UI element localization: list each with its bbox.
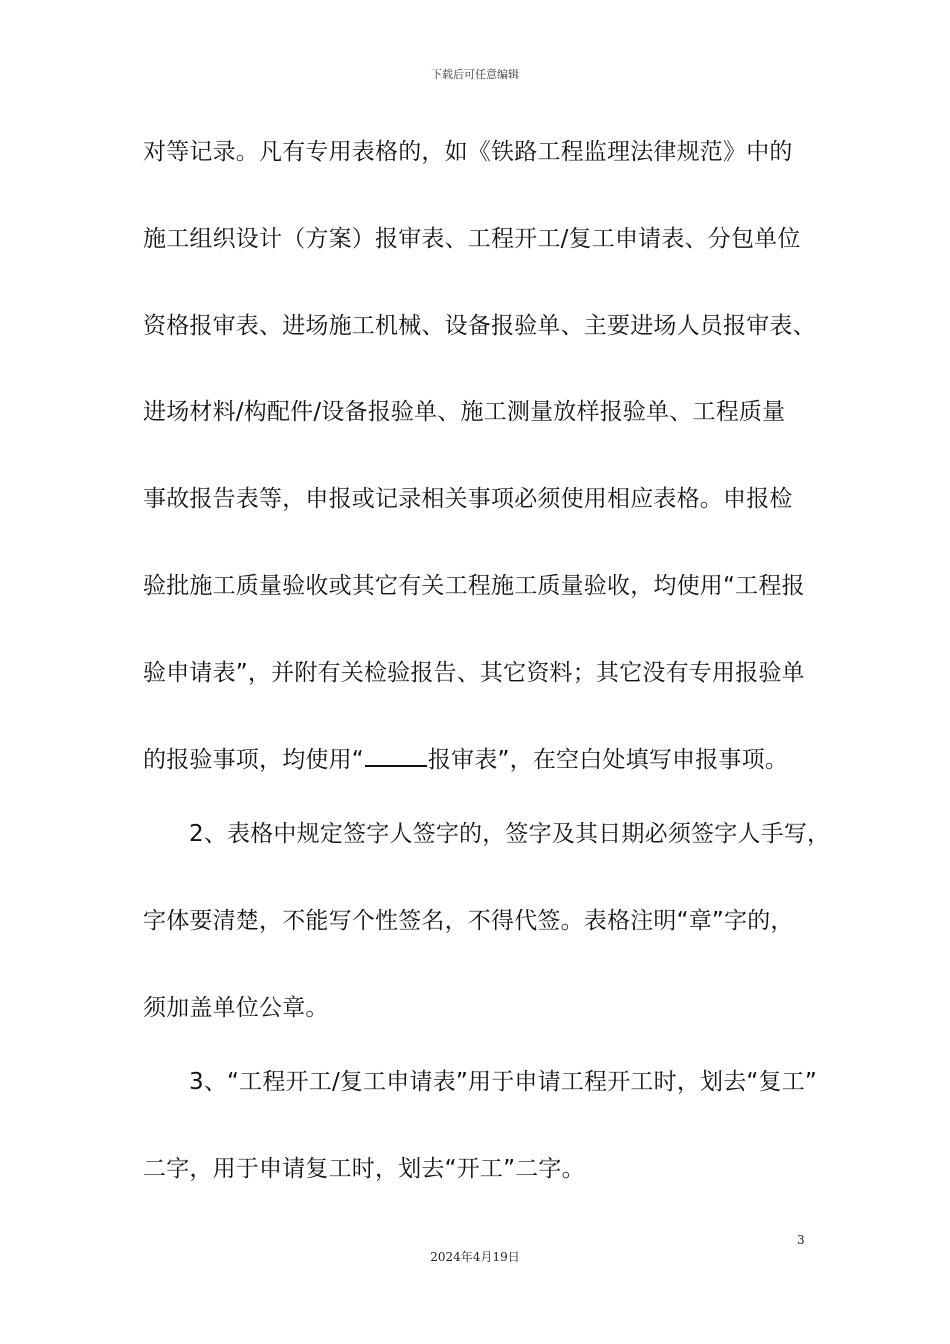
body-line-text: 的报验事项，均使用“ [143, 747, 364, 773]
body-line: 对等记录。凡有专用表格的，如《铁路工程监理法律规范》中的 [143, 139, 793, 165]
body-line: 验批施工质量验收或其它有关工程施工质量验收，均使用“工程报 [143, 573, 805, 599]
body-line: 进场材料/构配件/设备报验单、施工测量放样报验单、工程质量 [143, 399, 786, 425]
body-line: 资格报审表、进场施工机械、设备报验单、主要进场人员报审表、 [143, 313, 816, 339]
body-line-text: 报审表”，在空白处填写申报事项。 [427, 747, 789, 773]
page-number: 3 [797, 1233, 805, 1247]
fill-in-blank [365, 745, 427, 767]
body-line: 3、“工程开工/复工申请表”用于申请工程开工时，划去“复工” [189, 1069, 818, 1095]
body-line: 字体要清楚，不能写个性签名，不得代签。表格注明“章”字的， [143, 908, 794, 934]
body-line-with-blank [143, 745, 788, 775]
body-line: 二字，用于申请复工时，划去“开工”二字。 [143, 1156, 585, 1182]
body-line: 须加盖单位公章。 [143, 995, 329, 1021]
page-date: 2024年4月19日 [430, 1250, 520, 1264]
page-header: 下载后可任意编辑 [431, 68, 519, 81]
body-line: 施工组织设计（方案）报审表、工程开工/复工申请表、分包单位 [143, 226, 801, 252]
body-line: 验申请表”，并附有关检验报告、其它资料；其它没有专用报验单 [143, 660, 805, 686]
body-line: 2、表格中规定签字人签字的，签字及其日期必须签字人手写， [189, 821, 831, 847]
body-line: 事故报告表等，申报或记录相关事项必须使用相应表格。申报检 [143, 486, 793, 512]
